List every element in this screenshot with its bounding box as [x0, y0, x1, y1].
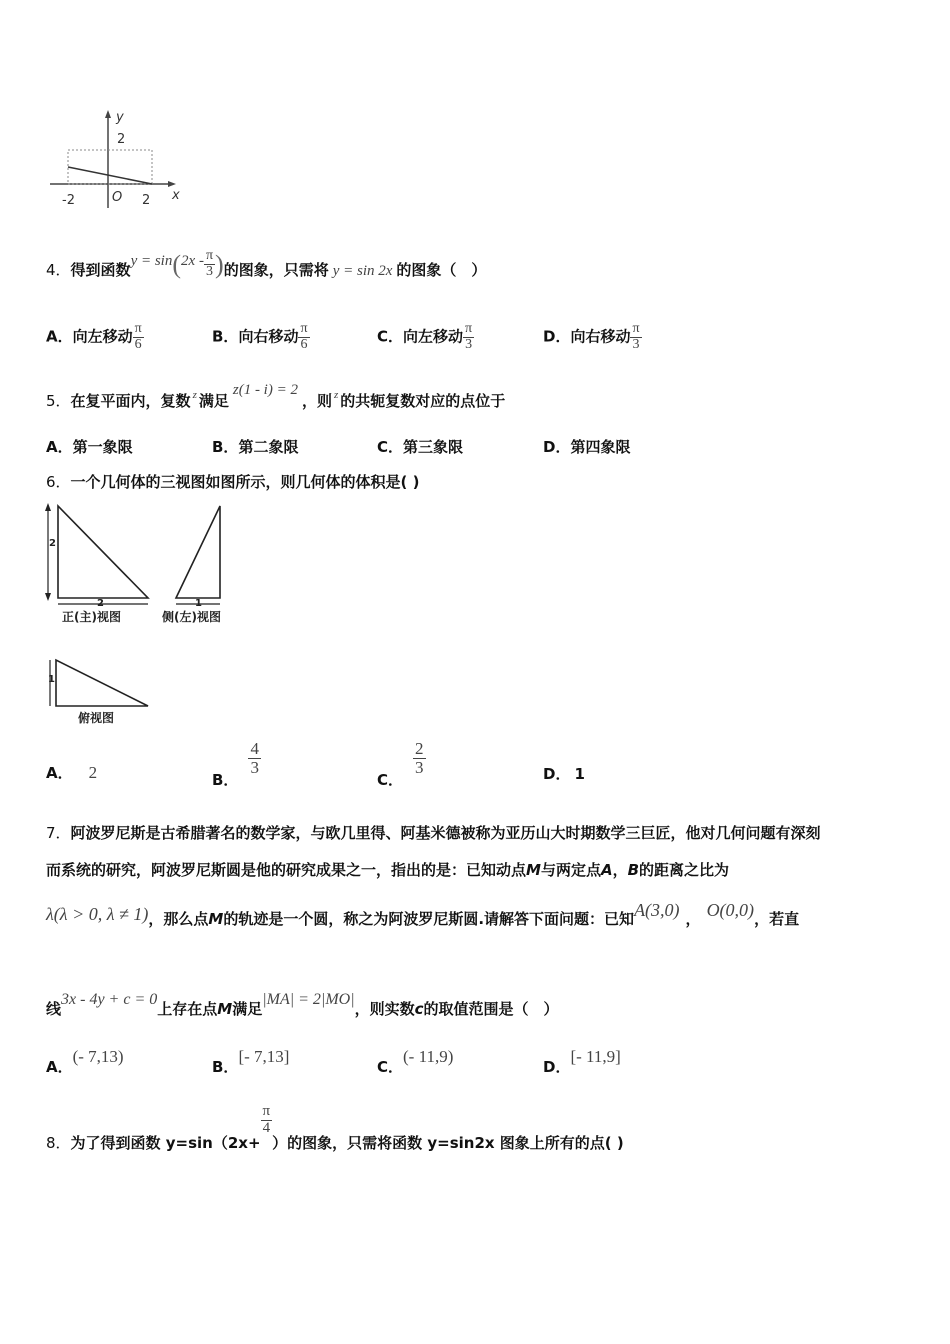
q4-inner: 2x - — [181, 253, 204, 269]
q6-option-d[interactable]: D． 1 — [543, 765, 585, 783]
side-view-label: 侧(左)视图 — [162, 610, 221, 624]
question-4 — [46, 248, 487, 286]
q5-text-1: 在复平面内，复数 — [70, 392, 191, 410]
q6-option-b-frac: $\frac{4}{3}$ — [250, 739, 259, 777]
front-view-label: 正(主)视图 — [62, 610, 121, 624]
side-view-triangle — [176, 506, 220, 598]
front-height-label: 2 — [49, 538, 56, 549]
question-6 — [46, 471, 419, 492]
q5-text-3: ，则 — [301, 392, 332, 410]
front-view-triangle — [58, 506, 148, 598]
q5-option-a[interactable]: A．第一象限 — [46, 438, 133, 456]
origin-label: O — [112, 190, 123, 205]
q8-number: 8． — [46, 1133, 71, 1152]
graph-line — [68, 167, 152, 184]
q7-option-a[interactable]: A．(- 7,13) — [46, 1047, 124, 1076]
q4-option-d-frac: $\frac{\pi}{3}$ — [632, 321, 640, 352]
x-tick-neg-label: -2 — [62, 193, 75, 208]
q5-z-2: z — [334, 389, 339, 401]
q4-option-c-frac: $\frac{\pi}{3}$ — [465, 321, 473, 352]
q4-func-1: y = sin — [130, 253, 173, 269]
q5-option-b[interactable]: B．第二象限 — [212, 438, 299, 456]
q8-text-2: ）的图象，只需将函数 y=sin2x 图象上所有的点( ) — [272, 1133, 624, 1152]
q6-text: 一个几何体的三视图如图所示，则几何体的体积是( ) — [70, 473, 420, 491]
q4-option-d[interactable]: D．向右移动 $\frac{\pi}{3}$ — [543, 321, 640, 352]
q6-option-b[interactable]: B． $\frac{4}{3}$ — [212, 739, 259, 789]
q7-line-4: 线3x - 4y + c = 0上存在点M满足|MA| = 2|MO|，则实数c的取值范围是（ ） — [46, 991, 559, 1018]
q5-option-c[interactable]: C．第三象限 — [377, 438, 464, 456]
q7-option-c[interactable]: C．(- 11,9) — [377, 1047, 454, 1076]
q7-condition: |MA| = 2|MO| — [262, 991, 355, 1008]
q7-line1-text: 阿波罗尼斯是古希腊著名的数学家，与欧几里得、阿基米德被称为亚历山大时期数学三巨匠，他对几何问题有深刻 — [70, 824, 821, 842]
q7-line-2: 而系统的研究，阿波罗尼斯圆是他的研究成果之一，指出的是：已知动点M与两定点A，B的距离之比为 — [46, 861, 730, 879]
q5-option-d[interactable]: D．第四象限 — [543, 438, 631, 456]
q7-line-3: λ(λ > 0, λ ≠ 1)，那么点M的轨迹是一个圆，称之为阿波罗尼斯圆.请解答下面问题：已知A(3,0) ， O(0,0)，若直 — [46, 900, 800, 928]
q4-text-2: 的图象，只需将 — [223, 261, 329, 279]
q4-number: 4． — [46, 261, 71, 279]
q6-number: 6． — [46, 473, 71, 491]
question-5 — [46, 382, 506, 411]
q5-number: 5． — [46, 392, 71, 410]
q4-pi-over-3: $\frac{\pi}{3}$ — [205, 248, 214, 279]
q5-text-2: 满足 — [198, 392, 229, 410]
x-tick-pos-label: 2 — [142, 193, 151, 208]
q7-option-d[interactable]: D．[- 11,9] — [543, 1047, 621, 1076]
q6-option-c[interactable]: C． $\frac{2}{3}$ — [377, 739, 424, 789]
q4-option-c[interactable]: C．向左移动 $\frac{\pi}{3}$ — [377, 321, 473, 352]
y-axis-label: y — [116, 110, 124, 125]
q7-line-equation: 3x - 4y + c = 0 — [61, 991, 158, 1008]
q8-text-1: 为了得到函数 y=sin（2x+ — [70, 1133, 261, 1152]
q4-paren-close: ) — [215, 250, 224, 279]
q4-option-a[interactable]: A．向左移动 $\frac{\pi}{6}$ — [46, 321, 142, 352]
y-axis-arrow — [105, 110, 111, 118]
q7-point-o: O(0,0) — [706, 900, 755, 920]
front-width-label: 2 — [97, 598, 104, 609]
q7-lambda: λ(λ > 0, λ ≠ 1) — [46, 904, 149, 924]
top-view-triangle — [56, 660, 148, 706]
y-tick-label: 2 — [117, 132, 126, 147]
q6-option-c-frac: $\frac{2}{3}$ — [415, 739, 424, 777]
q7-point-a: A(3,0) — [634, 900, 680, 920]
q7-option-b[interactable]: B．[- 7,13] — [212, 1047, 290, 1076]
dashed-box — [68, 150, 152, 184]
question-8 — [46, 1103, 624, 1152]
q4-option-b[interactable]: B．向右移动 $\frac{\pi}{6}$ — [212, 321, 308, 352]
q4-paren-open: ( — [172, 250, 182, 279]
q8-pi-over-4: $\frac{\pi}{4}$ — [262, 1103, 271, 1136]
q5-z: z — [192, 389, 197, 401]
q5-equation: z(1 - i) = 2 — [232, 382, 298, 398]
side-width-label: 1 — [195, 598, 202, 609]
q4-option-b-frac: $\frac{\pi}{6}$ — [300, 321, 308, 352]
q4-option-a-frac: $\frac{\pi}{6}$ — [134, 321, 142, 352]
q7-line-1 — [46, 822, 821, 843]
q4-text-3: 的图象（ ） — [396, 261, 487, 279]
top-height-label: 1 — [48, 674, 55, 685]
three-views-figure — [40, 500, 240, 730]
q7-number: 7． — [46, 824, 71, 842]
q4-text-1: 得到函数 — [70, 261, 131, 279]
x-axis-label: x — [172, 188, 180, 203]
q5-text-4: 的共轭复数对应的点位于 — [340, 392, 506, 410]
top-view-label: 俯视图 — [78, 711, 115, 725]
function-graph — [44, 104, 194, 216]
q4-func-2: y = sin 2x — [332, 263, 393, 279]
x-axis-arrow — [168, 181, 176, 187]
q6-option-a[interactable]: A． 2 — [46, 763, 98, 782]
